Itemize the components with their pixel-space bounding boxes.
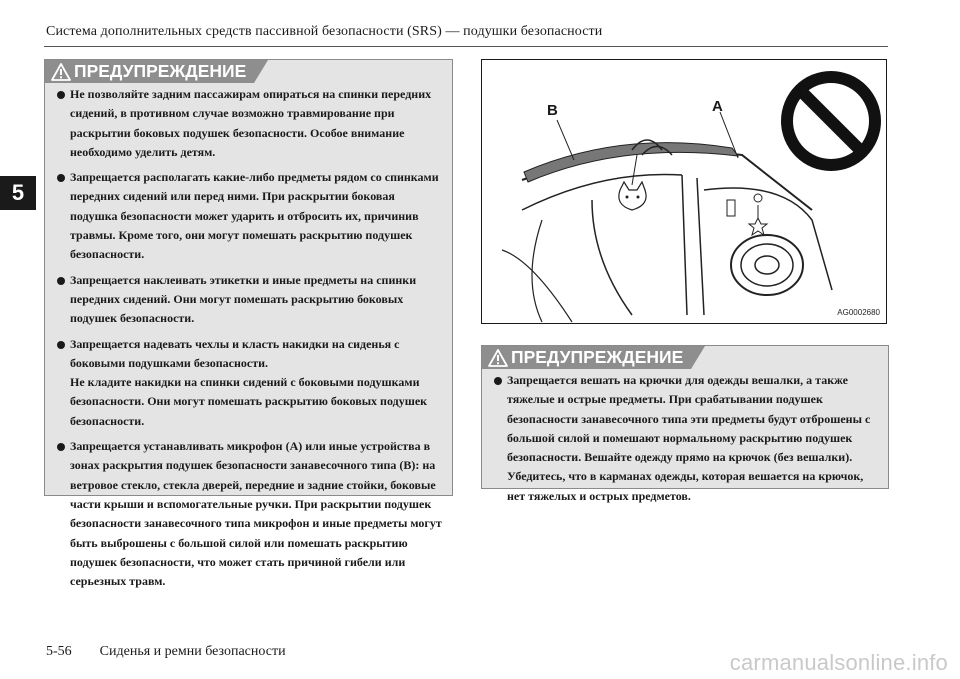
page-number: 5-56	[46, 644, 72, 659]
page-header-title: Система дополнительных средств пассивной безопасности (SRS) — подушки безопасности	[46, 24, 603, 39]
figure-label-b: B	[547, 102, 558, 119]
bullet-icon	[57, 443, 65, 451]
warning-text: Запрещается располагать какие-либо предметы рядом со спинками передних сидений или перед ними. При раскрытии боковая подушка безопасности может ударить и отбросить их, причинив травмы. Кроме того, они могут помешать раскрытию подушек безопасности.	[70, 170, 439, 262]
section-title: Сиденья и ремни безопасности	[99, 644, 286, 659]
warning-item	[57, 85, 444, 162]
bullet-icon	[494, 377, 502, 385]
bullet-icon	[57, 174, 65, 182]
warning-heading	[45, 60, 254, 83]
page-footer	[46, 644, 286, 660]
prohibition-sign-icon	[781, 71, 881, 171]
hanging-ornament-icon	[619, 155, 646, 210]
steering-wheel-icon	[731, 235, 803, 295]
warning-heading	[482, 346, 691, 369]
warning-item	[57, 271, 444, 329]
warning-text: Запрещается надевать чехлы и класть накидки на сиденья с боковыми подушками безопасности.	[70, 336, 400, 370]
warning-list-left	[57, 85, 444, 597]
warning-triangle-icon	[488, 349, 508, 367]
car-interior-illustration	[482, 60, 886, 323]
watermark: carmanualsonline.info	[729, 650, 948, 675]
bullet-icon	[57, 277, 65, 285]
warning-item	[57, 168, 444, 264]
figure-code: AG0002680	[837, 308, 880, 317]
figure-label-a: A	[712, 98, 723, 115]
warning-item	[57, 437, 444, 591]
warning-item	[57, 335, 444, 431]
illustration-figure	[481, 59, 887, 324]
header-divider	[44, 46, 888, 47]
warning-text: Запрещается наклеивать этикетки и иные предметы на спинки передних сидений. Они могут помешать раскрытию боковых подушек безопасности.	[70, 272, 417, 326]
warning-heading-text: ПРЕДУПРЕЖДЕНИЕ	[511, 347, 684, 367]
warning-text: Не кладите накидки на спинки сидений с боковыми подушками безопасности. Они могут помешать раскрытию боковых подушек безопасности.	[70, 375, 428, 428]
warning-heading-text: ПРЕДУПРЕЖДЕНИЕ	[74, 61, 247, 81]
bullet-icon	[57, 91, 65, 99]
bullet-icon	[57, 341, 65, 349]
warning-triangle-icon	[51, 63, 71, 81]
warning-list-right	[494, 371, 880, 512]
warning-text: Запрещается устанавливать микрофон (A) или иные устройства в зонах раскрытия подушек безопасности занавесочного типа (B): на ветровое стекло, стекла дверей, передние и задние стойки, боковые части крыши и вспомогательные ручки. При раскрытии подушек безопасности занавесочного типа микрофон и иные предметы могут быть выброшены с большой силой или помешать раскрытию подушек безопасности, что может стать причиной гибели или серьезных травм.	[70, 439, 442, 589]
warning-item	[494, 371, 880, 506]
warning-box-right	[481, 345, 889, 503]
warning-box-left	[44, 59, 453, 589]
chapter-tab: 5	[0, 176, 36, 210]
warning-text: Запрещается вешать на крючки для одежды вешалки, а также тяжелые и острые предметы. При срабатывании подушек безопасности занавесочного типа эти предметы будут отброшены с большой силой и помешают нормальному раскрытию подушек безопасности. Вешайте одежду прямо на крючок (без вешалки). Убедитесь, что в карманах одежды, которая вешается на крючок, нет тяжелых и острых предметов.	[507, 373, 871, 503]
warning-text: Не позволяйте задним пассажирам опираться на спинки передних сидений, в противном случае возможно травмирование при раскрытии боковых подушек безопасности. Особое внимание необходимо уделить детям.	[70, 87, 432, 159]
